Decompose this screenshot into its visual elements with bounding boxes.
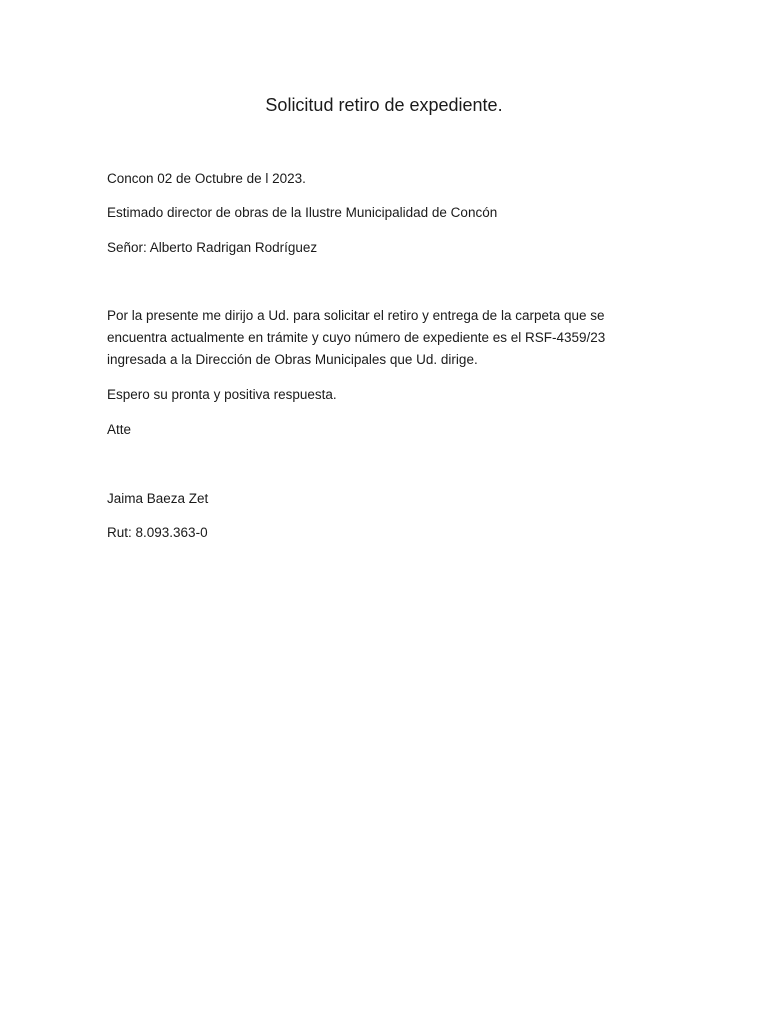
signer-name: Jaima Baeza Zet: [107, 491, 209, 506]
date-line: Concon 02 de Octubre de l 2023.: [107, 171, 306, 186]
body-line: Por la presente me dirijo a Ud. para solicitar el retiro y entrega de la carpeta que se: [107, 308, 605, 323]
body-line: ingresada a la Dirección de Obras Municipales que Ud. dirige.: [107, 352, 478, 367]
closing-line: Atte: [107, 422, 132, 437]
body-paragraph: [107, 305, 667, 371]
signer-rut: Rut: 8.093.363-0: [107, 525, 208, 540]
salutation-line: Señor: Alberto Radrigan Rodríguez: [107, 240, 318, 255]
closing-request-line: Espero su pronta y positiva respuesta.: [107, 387, 337, 402]
body-line: encuentra actualmente en trámite y cuyo número de expediente es el RSF-4359/23: [107, 330, 606, 345]
document-title: Solicitud retiro de expediente.: [265, 95, 503, 115]
addressee-line: Estimado director de obras de la Ilustre Municipalidad de Concón: [107, 205, 498, 220]
